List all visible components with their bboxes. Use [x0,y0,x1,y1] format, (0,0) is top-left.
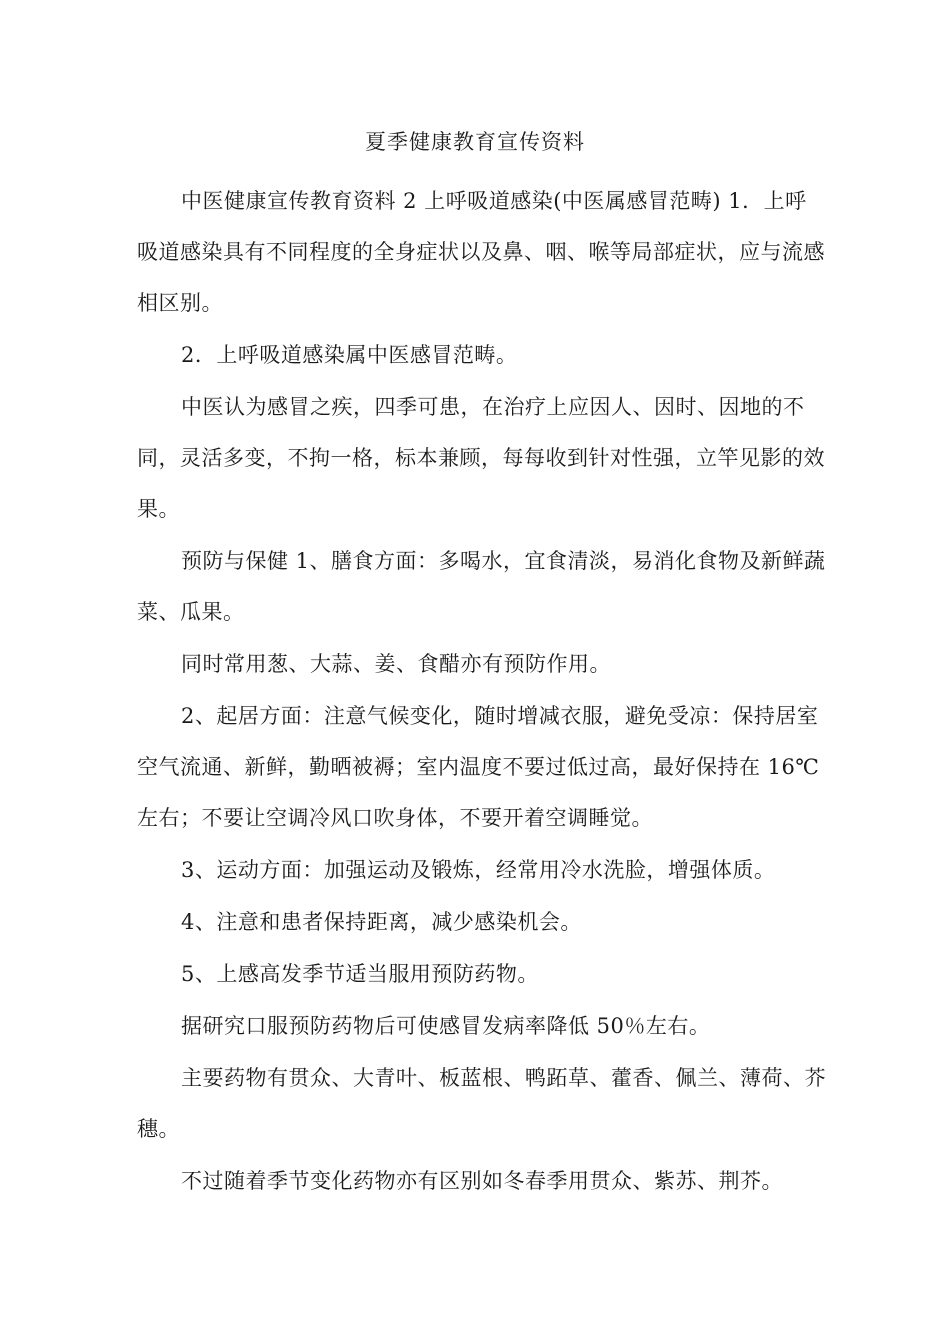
paragraph-diet-extra: 同时常用葱、大蒜、姜、食醋亦有预防作用。 [181,652,611,676]
paragraph-medicine: 5、上感高发季节适当服用预防药物。 [181,962,539,986]
paragraph-category: 2．上呼吸道感染属中医感冒范畴。 [181,343,518,367]
paragraph-tcm-view: 中医认为感冒之疾，四季可患，在治疗上应因人、因时、因地的不同，灵活多变，不拘一格，标本兼顾，每每收到针对性强，立竿见影的效果。 [137,395,825,521]
paragraph-exercise: 3、运动方面：加强运动及锻炼，经常用冷水洗脸，增强体质。 [181,858,776,882]
paragraph-living: 2、起居方面：注意气候变化，随时增减衣服，避免受凉：保持居室空气流通、新鲜，勤晒被褥；室内温度不要过低过高，最好保持在 16℃左右；不要让空调冷风口吹身体，不要开着空调睡觉。 [137,704,820,830]
paragraph-main-drugs: 主要药物有贯众、大青叶、板蓝根、鸭跖草、藿香、佩兰、薄荷、芥穗。 [137,1066,826,1141]
paragraph-research: 据研究口服预防药物后可使感冒发病率降低 50％左右。 [181,1014,711,1038]
document-body [137,176,827,1208]
paragraph-seasonal-drugs: 不过随着季节变化药物亦有区别如冬春季用贯众、紫苏、荆芥。 [181,1169,783,1193]
document-title: 夏季健康教育宣传资料 [365,130,585,154]
paragraph-diet: 预防与保健 1、膳食方面：多喝水，宜食清淡，易消化食物及新鲜蔬菜、瓜果。 [137,549,826,624]
paragraph-distance: 4、注意和患者保持距离，减少感染机会。 [181,910,582,934]
paragraph-intro: 中医健康宣传教育资料 2 上呼吸道感染(中医属感冒范畴) 1．上呼吸道感染具有不同程度的全身症状以及鼻、咽、喉等局部症状，应与流感相区别。 [137,189,825,315]
